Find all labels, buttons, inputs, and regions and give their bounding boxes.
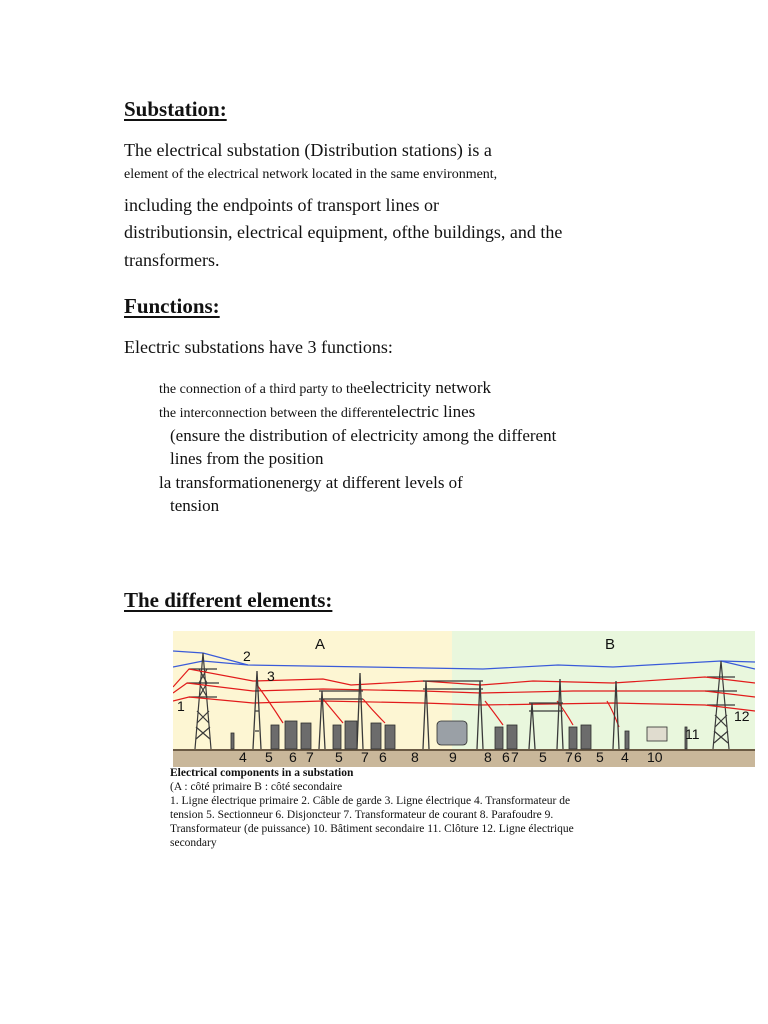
component-number-label: 6 [289, 749, 297, 765]
component-number-label: 4 [621, 749, 629, 765]
component-number-label: 7 [565, 749, 573, 765]
function-item-2: the interconnection between the differentelectric lines [159, 402, 476, 421]
component-number-label: 7 [306, 749, 314, 765]
function-item-3-cont-1: tension [170, 496, 220, 515]
ground-strip [173, 749, 755, 767]
caption-title: Electrical components in a substation [170, 767, 354, 779]
function-item-2-cont-2: lines from the position [170, 449, 324, 468]
component-number-label: 1 [177, 698, 185, 714]
substation-line-4: distributionsin, electrical equipment, ofthe buildings, and the [124, 222, 563, 242]
component-number-label: 10 [647, 749, 663, 765]
caption-line-5: secondary [170, 837, 217, 849]
component-number-label: 4 [239, 749, 247, 765]
heading-substation: Substation: [124, 97, 227, 121]
component-number-label: 11 [685, 726, 700, 742]
component-number-label: 2 [243, 648, 251, 664]
component-number-label: 5 [335, 749, 343, 765]
component-number-label: 5 [265, 749, 273, 765]
component-number-label: 5 [539, 749, 547, 765]
component-number-label: 6 [574, 749, 582, 765]
function-item-2-cont-1: (ensure the distribution of electricity among the different [170, 426, 557, 445]
substation-line-1: The electrical substation (Distribution stations) is a [124, 140, 492, 160]
heading-different-elements: The different elements: [124, 588, 333, 612]
component-number-label: 8 [484, 749, 492, 765]
function-item-3: la transformationenergy at different levels of [159, 473, 463, 492]
component-number-label: 8 [411, 749, 419, 765]
zone-label-b: B [605, 636, 616, 653]
component-number-label: 3 [267, 668, 275, 684]
substation-line-5: transformers. [124, 250, 220, 270]
caption-line-4: Transformateur (de puissance) 10. Bâtiment secondaire 11. Clôture 12. Ligne électrique [170, 823, 574, 835]
component-number-label: 5 [596, 749, 604, 765]
caption-line-2: 1. Ligne électrique primaire 2. Câble de garde 3. Ligne électrique 4. Transformateur de [170, 795, 571, 807]
component-number-label: 6 [379, 749, 387, 765]
substation-diagram [173, 631, 755, 767]
functions-intro: Electric substations have 3 functions: [124, 337, 393, 357]
function-item-1: the connection of a third party to theelectricity network [159, 378, 492, 397]
substation-diagram-svg [173, 631, 755, 767]
caption-line-3: tension 5. Sectionneur 6. Disjoncteur 7. Transformateur de courant 8. Parafoudre 9. [170, 809, 554, 821]
zone-label-a: A [315, 636, 326, 653]
substation-line-2: element of the electrical network located in the same environment, [124, 167, 498, 182]
caption-line-1: (A : côté primaire B : côté secondaire [170, 781, 343, 793]
component-number-label: 7 [361, 749, 369, 765]
component-number-label: 6 [502, 749, 510, 765]
component-number-label: 12 [734, 708, 750, 724]
heading-functions: Functions: [124, 294, 220, 318]
substation-line-3: including the endpoints of transport lines or [124, 195, 439, 215]
component-number-label: 9 [449, 749, 457, 765]
component-number-label: 7 [511, 749, 519, 765]
